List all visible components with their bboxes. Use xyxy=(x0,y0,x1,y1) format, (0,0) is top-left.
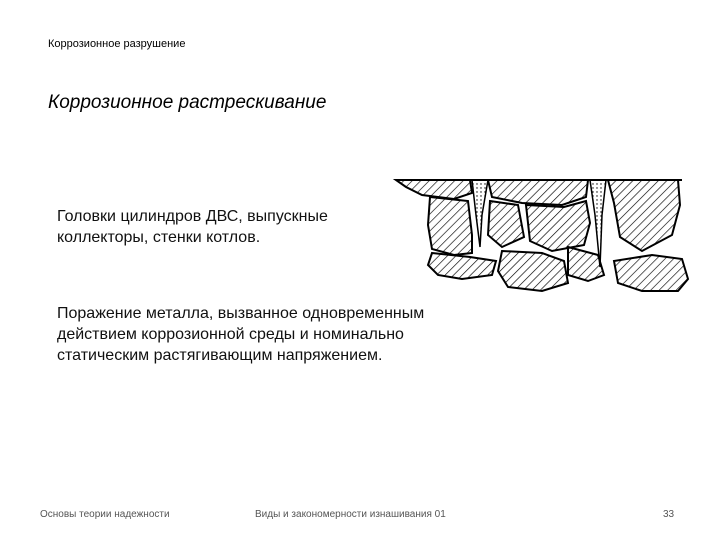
slide-title: Коррозионное растрескивание xyxy=(48,92,327,113)
footer-topic-title: Виды и закономерности изнашивания 01 xyxy=(255,509,446,520)
definition-text: Поражение металла, вызванное одновременным действием коррозионной среды и номинально статическим растягивающим напряжением. xyxy=(57,305,425,364)
footer-course-title: Основы теории надежности xyxy=(40,509,170,520)
section-header: Коррозионное разрушение xyxy=(48,38,186,50)
corrosion-cracking-illustration xyxy=(392,175,692,297)
applications-text: Головки цилиндров ДВС, выпускные коллекторы, стенки котлов. xyxy=(57,208,328,246)
page-number: 33 xyxy=(663,509,675,520)
